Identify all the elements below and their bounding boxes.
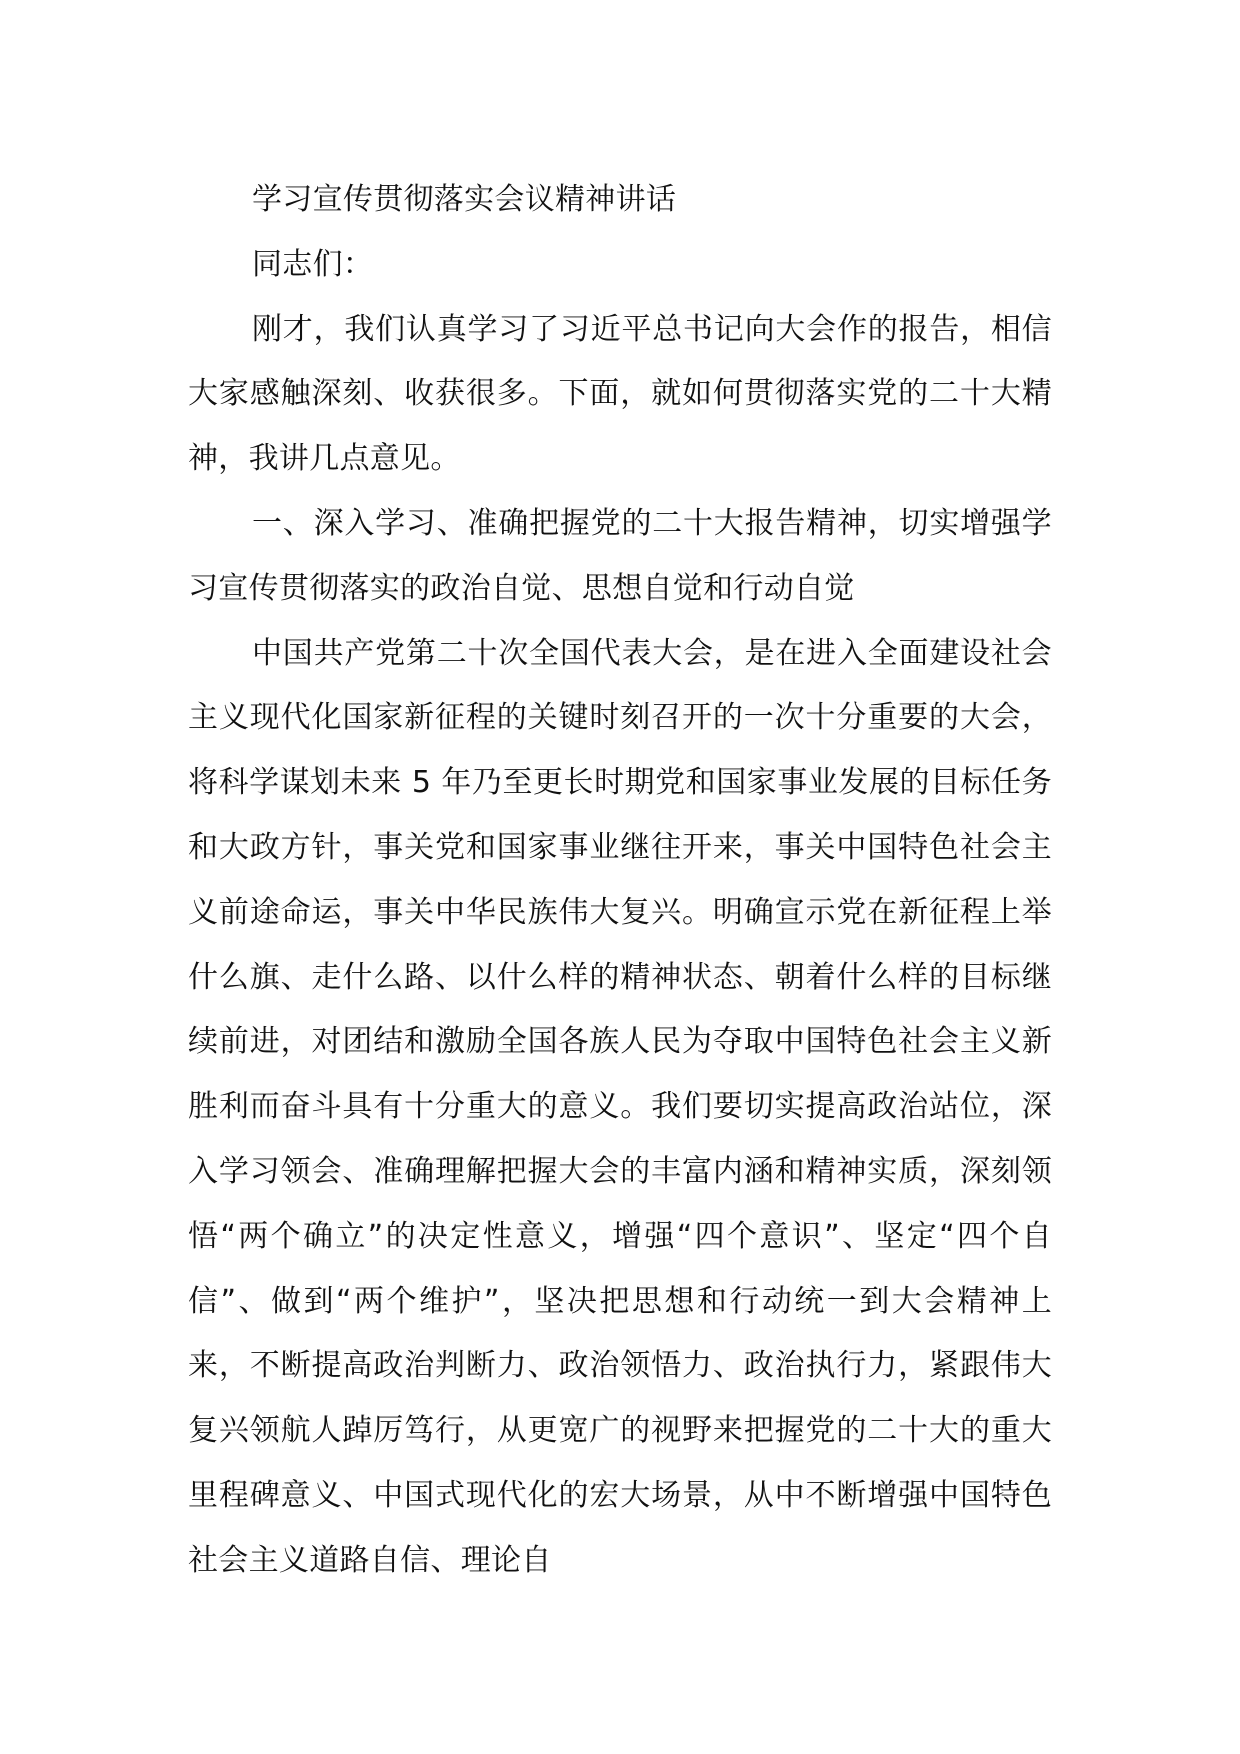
document-body — [188, 168, 1052, 1594]
section-1-heading: 一、深入学习、准确把握党的二十大报告精神，切实增强学习宣传贯彻落实的政治自觉、思想自觉和行动自觉 — [188, 505, 1052, 606]
section-1-body: 中国共产党第二十次全国代表大会，是在进入全面建设社会主义现代化国家新征程的关键时刻召开的一次十分重要的大会，将科学谋划未来 5 年乃至更长时期党和国家事业发展的目标任务和大政方针，事关党和国家事业继往开来，事关中国特色社会主义前途命运，事关中华民族伟大复兴。明确宣示党在新征程上举什么旗、走什么路、以什么样的精神状态、朝着什么样的目标继续前进，对团结和激励全国各族人民为夺取中国特色社会主义新胜利而奋斗具有十分重大的意义。我们要切实提高政治站位，深入学习领会、准确理解把握大会的丰富内涵和精神实质，深刻领悟“两个确立”的决定性意义，增强“四个意识”、坚定“四个自信”、做到“两个维护”，坚决把思想和行动统一到大会精神上来，不断提高政治判断力、政治领悟力、政治执行力，紧跟伟大复兴领航人踔厉笃行，从更宽广的视野来把握党的二十大的重大里程碑意义、中国式现代化的宏大场景，从中不断增强中国特色社会主义道路自信、理论自 — [188, 635, 1052, 1578]
salutation: 同志们： — [252, 246, 374, 282]
document-title: 学习宣传贯彻落实会议精神讲话 — [252, 182, 677, 217]
intro-paragraph: 刚才，我们认真学习了习近平总书记向大会作的报告，相信大家感触深刻、收获很多。下面，就如何贯彻落实党的二十大精神，我讲几点意见。 — [188, 311, 1052, 477]
